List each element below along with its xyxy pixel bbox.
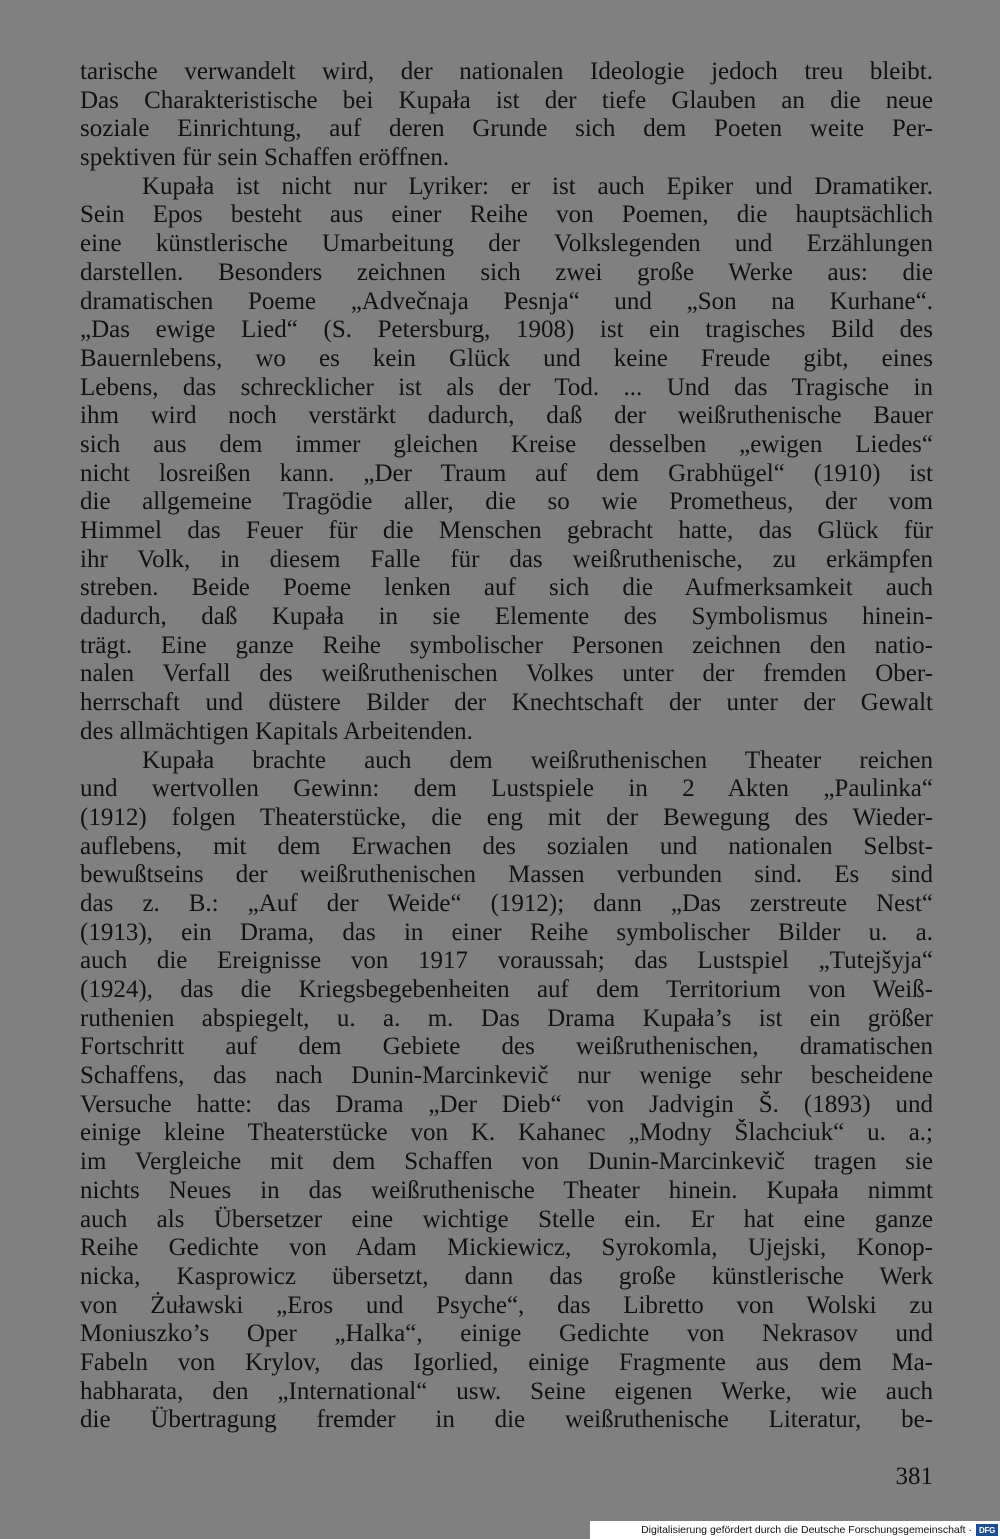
text-line: ihr Volk, in diesem Falle für das weißruthenische, zu erkämpfen [80, 545, 933, 573]
text-line: trägt. Eine ganze Reihe symbolischer Personen zeichnen den natio- [80, 631, 933, 659]
text-line: ruthenien abspiegelt, u. a. m. Das Drama Kupała’s ist ein größer [80, 1004, 933, 1032]
text-line: herrschaft und düstere Bilder der Knechtschaft der unter der Gewalt [80, 689, 933, 717]
text-line: (1912) folgen Theaterstücke, die eng mit der Bewegung des Wieder- [80, 803, 933, 831]
text-line: Fabeln von Krylov, das Igorlied, einige Fragmente aus dem Ma- [80, 1348, 933, 1376]
text-line: soziale Einrichtung, auf deren Grunde sich dem Poeten weite Per- [80, 115, 933, 143]
text-line: nichts Neues in das weißruthenische Theater hinein. Kupała nimmt [80, 1176, 933, 1204]
page-number: 381 [895, 1463, 933, 1490]
text-line: (1924), das die Kriegsbegebenheiten auf dem Territorium von Weiß- [80, 976, 933, 1003]
text-line: darstellen. Besonders zeichnen sich zwei große Werke aus: die [80, 258, 933, 286]
text-line: tarische verwandelt wird, der nationalen Ideologie jedoch treu bleibt. [80, 58, 933, 85]
text-line: auch als Übersetzer eine wichtige Stelle ein. Er hat eine ganze [80, 1205, 933, 1233]
text-line: habharata, den „International“ usw. Seine eigenen Werke, wie auch [80, 1377, 933, 1405]
text-line: streben. Beide Poeme lenken auf sich die Aufmerksamkeit auch [80, 574, 933, 602]
text-line: Fortschritt auf dem Gebiete des weißruthenischen, dramatischen [80, 1033, 933, 1061]
text-line: im Vergleiche mit dem Schaffen von Dunin-Marcinkevič tragen sie [80, 1148, 933, 1176]
text-line: nalen Verfall des weißruthenischen Volkes unter der fremden Ober- [80, 660, 933, 688]
text-line: „Das ewige Lied“ (S. Petersburg, 1908) ist ein tragisches Bild des [80, 316, 933, 344]
text-line: einige kleine Theaterstücke von K. Kahanec „Modny Šlachciuk“ u. a.; [80, 1119, 933, 1147]
text-line: und wertvollen Gewinn: dem Lustspiele in 2 Akten „Paulinka“ [80, 775, 933, 803]
text-line: ihm wird noch verstärkt dadurch, daß der weißruthenische Bauer [80, 402, 933, 430]
text-line: auflebens, mit dem Erwachen des sozialen und nationalen Selbst- [80, 832, 933, 860]
text-line: Lebens, das schrecklicher ist als der Tod. ... Und das Tragische in [80, 373, 933, 401]
text-line: von Żuławski „Eros und Psyche“, das Libretto von Wolski zu [80, 1291, 933, 1319]
dfg-logo: DFG [976, 1524, 998, 1536]
text-line: bewußtseins der weißruthenischen Massen verbunden sind. Es sind [80, 861, 933, 889]
text-line: die allgemeine Tragödie aller, die so wie Prometheus, der vom [80, 488, 933, 516]
text-line: spektiven für sein Schaffen eröffnen. [80, 144, 450, 172]
text-line: nicka, Kasprowicz übersetzt, dann das große künstlerische Werk [80, 1262, 933, 1290]
text-line: Kupała brachte auch dem weißruthenischen Theater reichen [142, 746, 933, 774]
text-line: dramatischen Poeme „Advečnaja Pesnja“ und „Son na Kurhane“. [80, 287, 933, 315]
text-line: Reihe Gedichte von Adam Mickiewicz, Syrokomla, Ujejski, Konop- [80, 1234, 933, 1262]
body-text [80, 58, 933, 1435]
text-line: eine künstlerische Umarbeitung der Volkslegenden und Erzählungen [80, 230, 933, 258]
digitization-footer [590, 1521, 1000, 1539]
text-line: sich aus dem immer gleichen Kreise desselben „ewigen Liedes“ [80, 430, 933, 458]
text-line: nicht losreißen kann. „Der Traum auf dem Grabhügel“ (1910) ist [80, 459, 933, 487]
text-line: Kupała ist nicht nur Lyriker: er ist auch Epiker und Dramatiker. [142, 172, 933, 200]
text-line: Bauernlebens, wo es kein Glück und keine Freude gibt, eines [80, 344, 933, 372]
text-line: des allmächtigen Kapitals Arbeitenden. [80, 717, 473, 745]
text-line: die Übertragung fremder in die weißruthenische Literatur, be- [80, 1406, 933, 1434]
text-line: das z. B.: „Auf der Weide“ (1912); dann „Das zerstreute Nest“ [80, 889, 933, 917]
text-line: Moniuszko’s Oper „Halka“, einige Gedichte von Nekrasov und [80, 1320, 933, 1348]
text-line: auch die Ereignisse von 1917 voraussah; das Lustspiel „Tutejšyja“ [80, 947, 933, 975]
text-line: Himmel das Feuer für die Menschen gebracht hatte, das Glück für [80, 517, 933, 544]
text-line: Sein Epos besteht aus einer Reihe von Poemen, die hauptsächlich [80, 201, 933, 229]
text-line: Versuche hatte: das Drama „Der Dieb“ von Jadvigin Š. (1893) und [80, 1090, 933, 1118]
footer-credit-text: Digitalisierung gefördert durch die Deutsche Forschungsgemeinschaft · [641, 1524, 972, 1536]
text-line: (1913), ein Drama, das in einer Reihe symbolischer Bilder u. a. [80, 918, 933, 946]
text-line: Das Charakteristische bei Kupała ist der tiefe Glauben an die neue [80, 86, 933, 114]
text-line: Schaffens, das nach Dunin-Marcinkevič nur wenige sehr bescheidene [80, 1062, 933, 1090]
text-line: dadurch, daß Kupała in sie Elemente des Symbolismus hinein- [80, 603, 933, 631]
